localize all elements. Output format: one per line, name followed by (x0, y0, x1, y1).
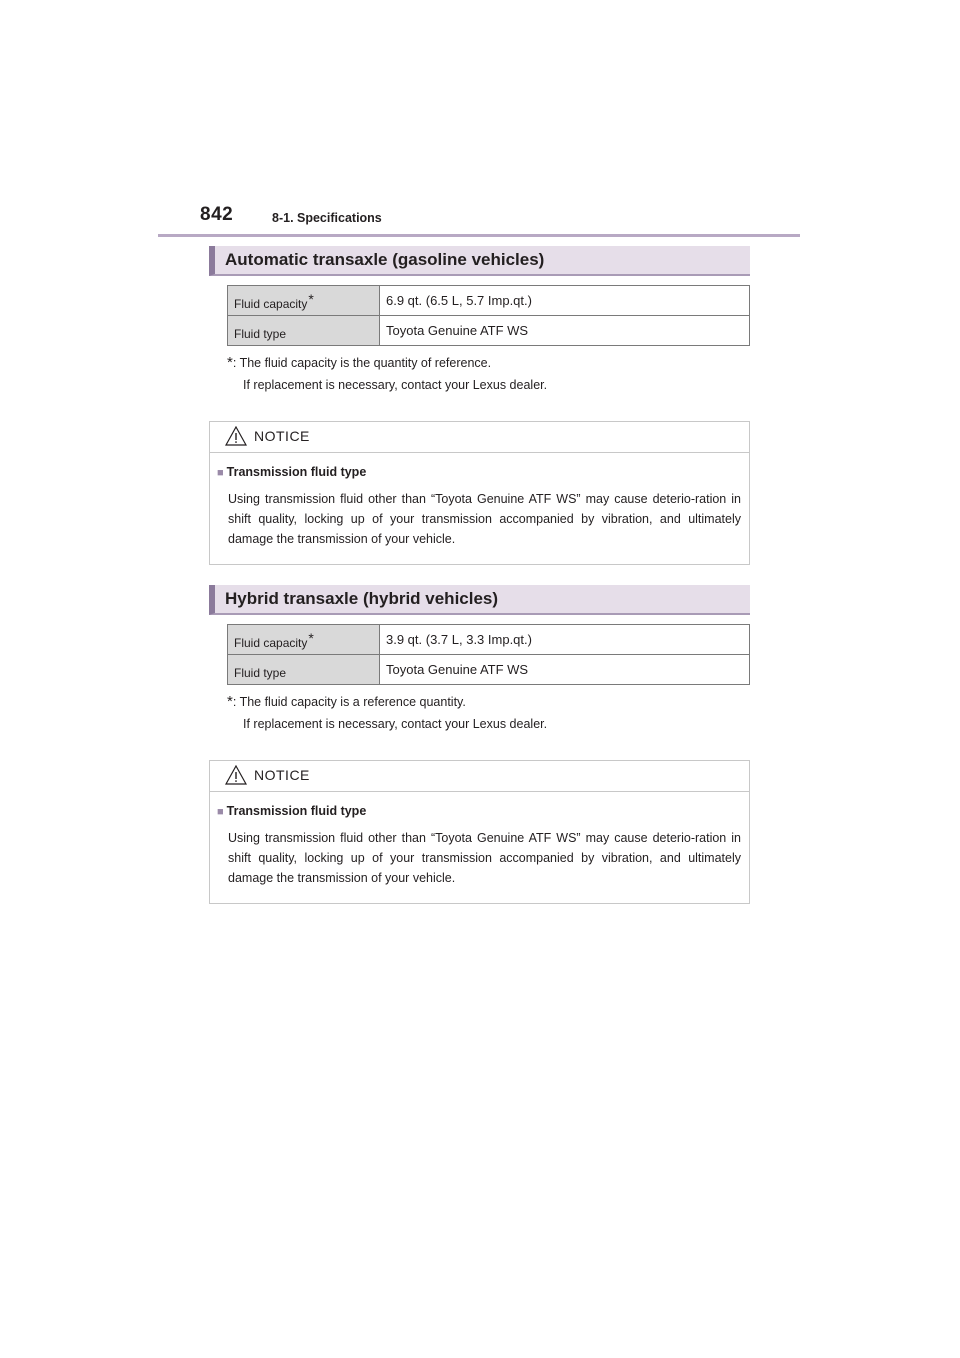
notice-header (210, 422, 749, 453)
asterisk-mark: * (308, 629, 314, 646)
notice-header (210, 761, 749, 792)
table-label: Fluid capacity* (228, 286, 380, 316)
section-title: Automatic transaxle (gasoline vehicles) (225, 250, 545, 269)
asterisk-mark: * (308, 290, 314, 307)
table-value: 6.9 qt. (6.5 L, 5.7 Imp.qt.) (380, 286, 750, 316)
table-row (228, 655, 750, 685)
spec-table-gasoline (227, 285, 750, 346)
section-heading-gasoline (209, 246, 750, 276)
spec-table-hybrid (227, 624, 750, 685)
footnote-marker: * (227, 693, 233, 710)
warning-triangle-icon (225, 426, 247, 446)
square-bullet-icon: ■ (217, 467, 224, 479)
notice-text: Using transmission fluid other than “Toyota Genuine ATF WS” may cause deterio-ration in shift quality, locking up of your transmission accompanied by vibration, and ultimately damage the transmission of your vehicle. (228, 831, 741, 885)
table-value: Toyota Genuine ATF WS (380, 655, 750, 685)
square-bullet-icon: ■ (217, 806, 224, 818)
notice-label: NOTICE (254, 428, 310, 444)
warning-triangle-icon (225, 765, 247, 785)
notice-box-hybrid (209, 760, 750, 904)
footnote-line: : The fluid capacity is a reference quantity. (232, 695, 466, 709)
footnote-gasoline (227, 352, 767, 396)
table-label: Fluid type (228, 655, 380, 685)
page-number: 842 (200, 204, 234, 225)
section-heading-hybrid (209, 585, 750, 615)
footnote-line: If replacement is necessary, contact your Lexus dealer. (243, 717, 548, 731)
footnote-marker: * (227, 354, 233, 371)
table-value: 3.9 qt. (3.7 L, 3.3 Imp.qt.) (380, 625, 750, 655)
section-title: Hybrid transaxle (hybrid vehicles) (225, 589, 499, 608)
table-row (228, 286, 750, 316)
footnote-line: If replacement is necessary, contact your Lexus dealer. (243, 378, 548, 392)
table-row (228, 625, 750, 655)
notice-subheading: ■ Transmission fluid type (217, 465, 367, 479)
table-row (228, 316, 750, 346)
footnote-line: : The fluid capacity is the quantity of reference. (232, 356, 492, 370)
table-label: Fluid capacity* (228, 625, 380, 655)
footnote-hybrid (227, 691, 767, 735)
notice-text: Using transmission fluid other than “Toyota Genuine ATF WS” may cause deterio-ration in shift quality, locking up of your transmission accompanied by vibration, and ultimately damage the transmission of your vehicle. (228, 492, 741, 546)
page-header (158, 200, 800, 237)
table-value: Toyota Genuine ATF WS (380, 316, 750, 346)
notice-label: NOTICE (254, 767, 310, 783)
notice-box-gasoline (209, 421, 750, 565)
chapter-title: 8-1. Specifications (272, 211, 382, 225)
table-label: Fluid type (228, 316, 380, 346)
notice-subheading: ■ Transmission fluid type (217, 804, 367, 818)
